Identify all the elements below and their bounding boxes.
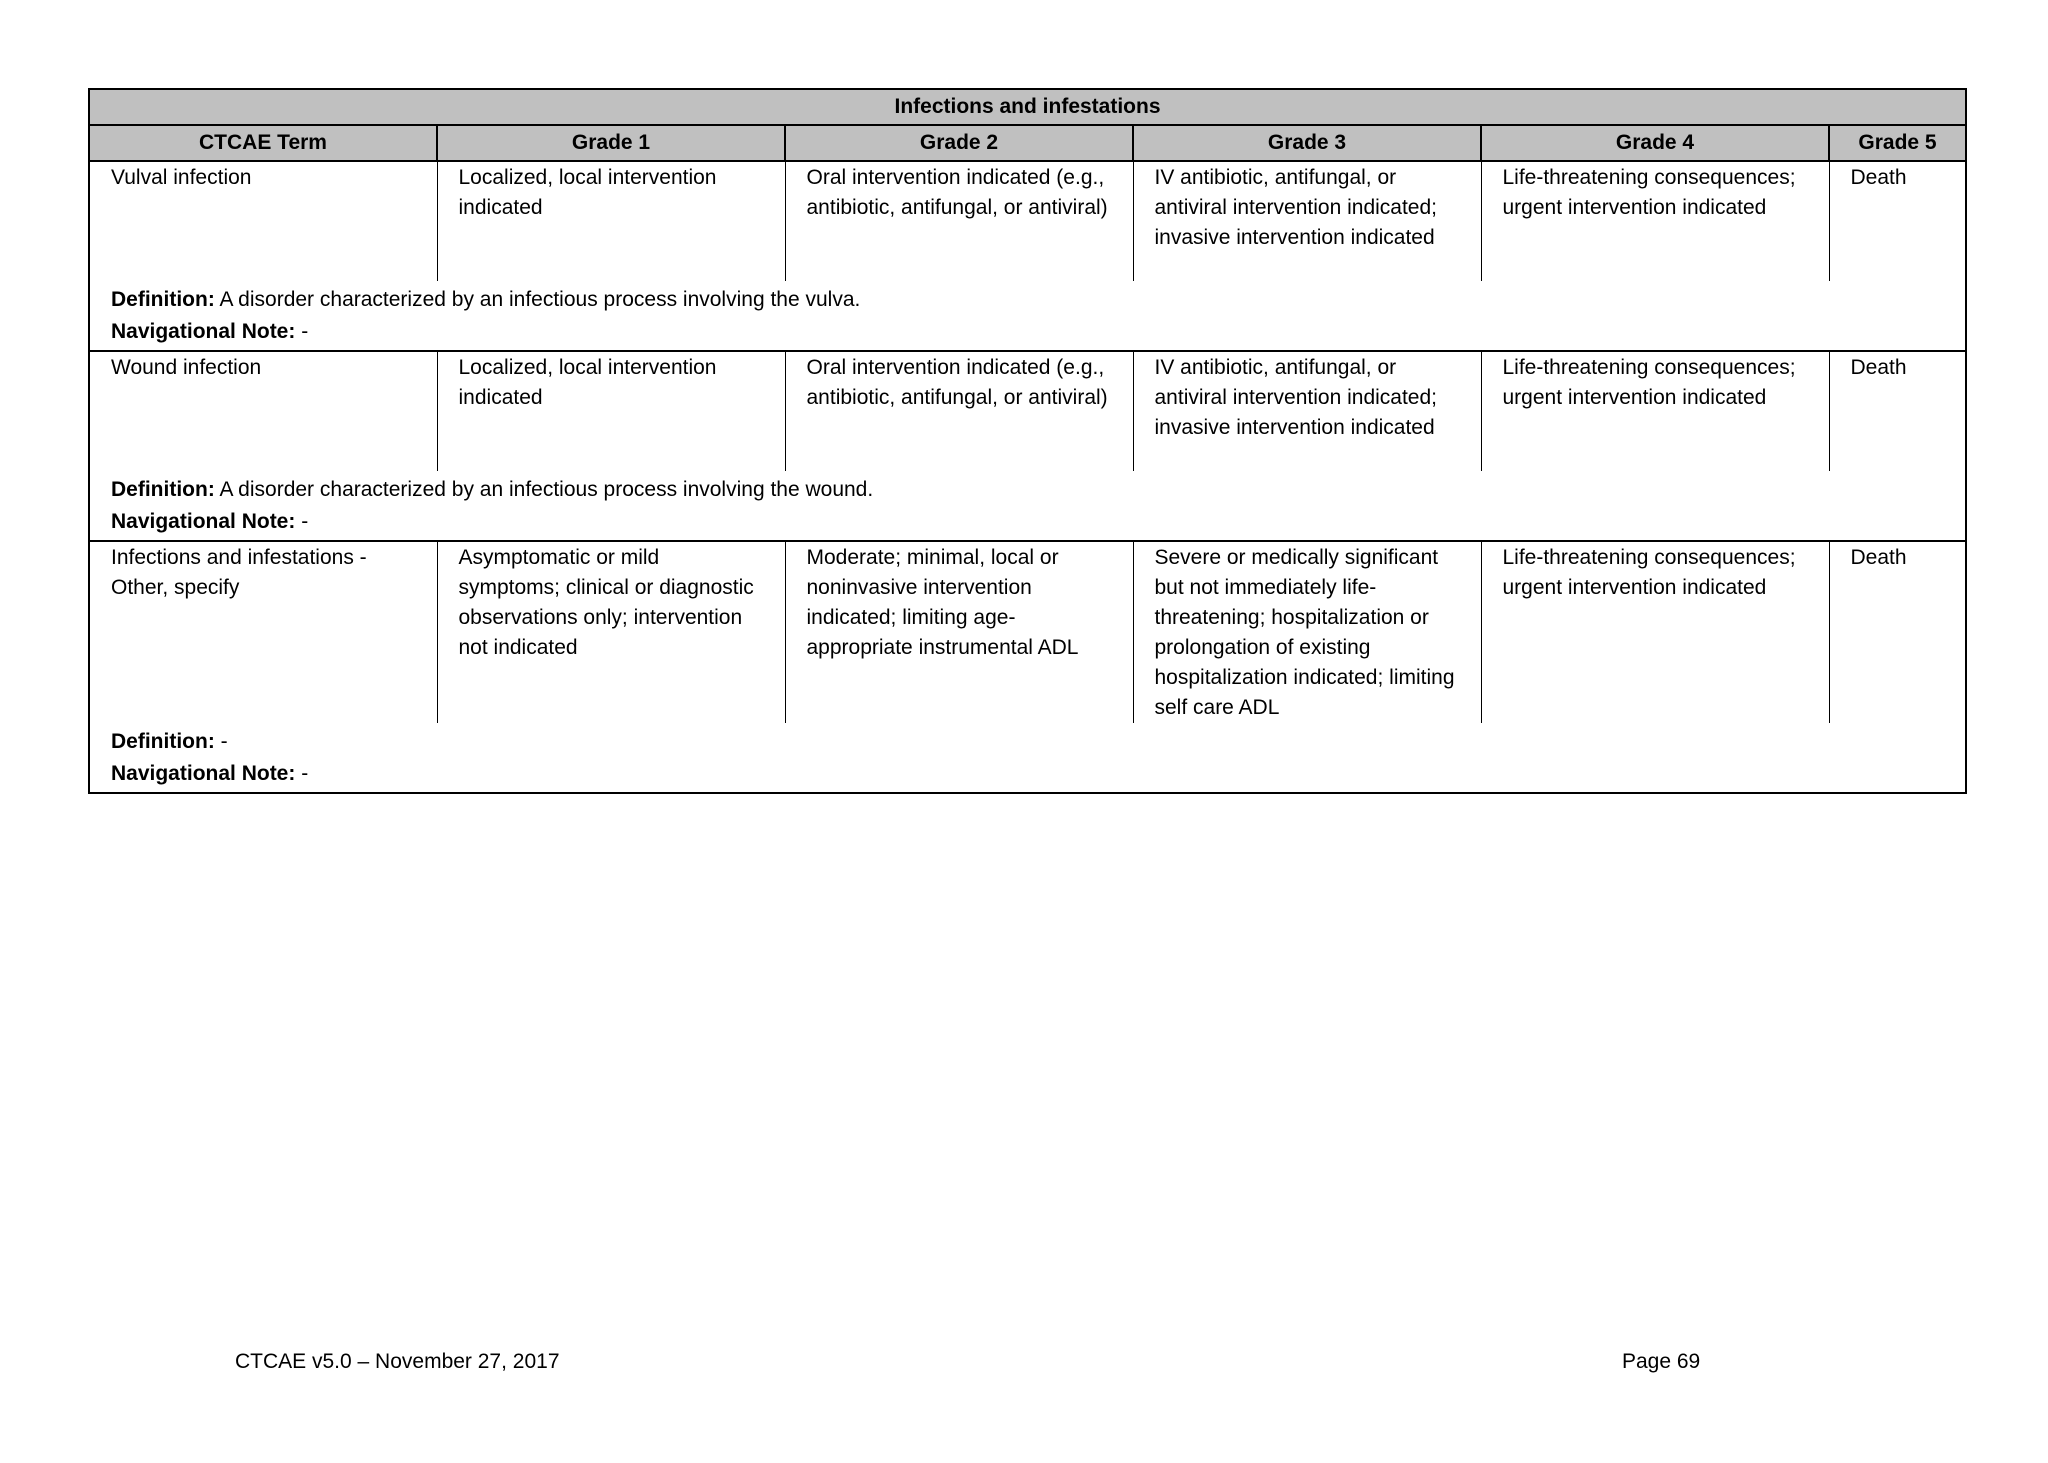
definition-text: - [220, 730, 228, 753]
section-title: Infections and infestations [89, 89, 1966, 125]
definition-row [89, 281, 1966, 316]
grade-4-cell: Life-threatening consequences; urgent intervention indicated [1481, 351, 1829, 471]
grade-3-cell: Severe or medically significant but not immediately life-threatening; hospitalization or prolongation of existing hospitalization indicated; limiting self care ADL [1133, 541, 1481, 723]
grade-1-cell: Asymptomatic or mild symptoms; clinical or diagnostic observations only; intervention not indicated [437, 541, 785, 723]
term-cell: Wound infection [89, 351, 437, 471]
navigational-note-row [89, 758, 1966, 793]
column-header-row [89, 125, 1966, 161]
grade-2-cell: Moderate; minimal, local or noninvasive intervention indicated; limiting age-appropriate instrumental ADL [785, 541, 1133, 723]
grade-2-cell: Oral intervention indicated (e.g., antibiotic, antifungal, or antiviral) [785, 351, 1133, 471]
definition-text: A disorder characterized by an infectious process involving the wound. [219, 478, 874, 501]
grade-4-cell: Life-threatening consequences; urgent intervention indicated [1481, 541, 1829, 723]
header-grade-5: Grade 5 [1829, 125, 1966, 161]
grade-5-cell: Death [1829, 161, 1966, 281]
navigational-note-label: Navigational Note: [111, 320, 296, 343]
navigational-note-label: Navigational Note: [111, 510, 296, 533]
ctcae-table [88, 88, 1967, 794]
term-cell: Infections and infestations - Other, specify [89, 541, 437, 723]
section-header-row [89, 89, 1966, 125]
footer-page-number: Page 69 [1622, 1350, 1701, 1373]
table-row [89, 161, 1966, 281]
header-grade-1: Grade 1 [437, 125, 785, 161]
navigational-note-row [89, 316, 1966, 351]
footer-version: CTCAE v5.0 – November 27, 2017 [235, 1350, 560, 1373]
grade-4-cell: Life-threatening consequences; urgent intervention indicated [1481, 161, 1829, 281]
header-grade-4: Grade 4 [1481, 125, 1829, 161]
navigational-note-text: - [301, 762, 309, 785]
definition-label: Definition: [111, 478, 215, 501]
navigational-note-row [89, 506, 1966, 541]
grade-3-cell: IV antibiotic, antifungal, or antiviral intervention indicated; invasive intervention indicated [1133, 161, 1481, 281]
definition-row [89, 471, 1966, 506]
table-row [89, 351, 1966, 471]
definition-row [89, 723, 1966, 758]
grade-2-cell: Oral intervention indicated (e.g., antibiotic, antifungal, or antiviral) [785, 161, 1133, 281]
navigational-note-text: - [301, 320, 309, 343]
definition-label: Definition: [111, 288, 215, 311]
table-row [89, 541, 1966, 723]
navigational-note-label: Navigational Note: [111, 762, 296, 785]
definition-label: Definition: [111, 730, 215, 753]
grade-5-cell: Death [1829, 541, 1966, 723]
grade-1-cell: Localized, local intervention indicated [437, 351, 785, 471]
header-grade-2: Grade 2 [785, 125, 1133, 161]
grade-3-cell: IV antibiotic, antifungal, or antiviral intervention indicated; invasive intervention indicated [1133, 351, 1481, 471]
grade-5-cell: Death [1829, 351, 1966, 471]
header-ctcae-term: CTCAE Term [89, 125, 437, 161]
term-cell: Vulval infection [89, 161, 437, 281]
header-grade-3: Grade 3 [1133, 125, 1481, 161]
grade-1-cell: Localized, local intervention indicated [437, 161, 785, 281]
navigational-note-text: - [301, 510, 309, 533]
definition-text: A disorder characterized by an infectious process involving the vulva. [219, 288, 861, 311]
